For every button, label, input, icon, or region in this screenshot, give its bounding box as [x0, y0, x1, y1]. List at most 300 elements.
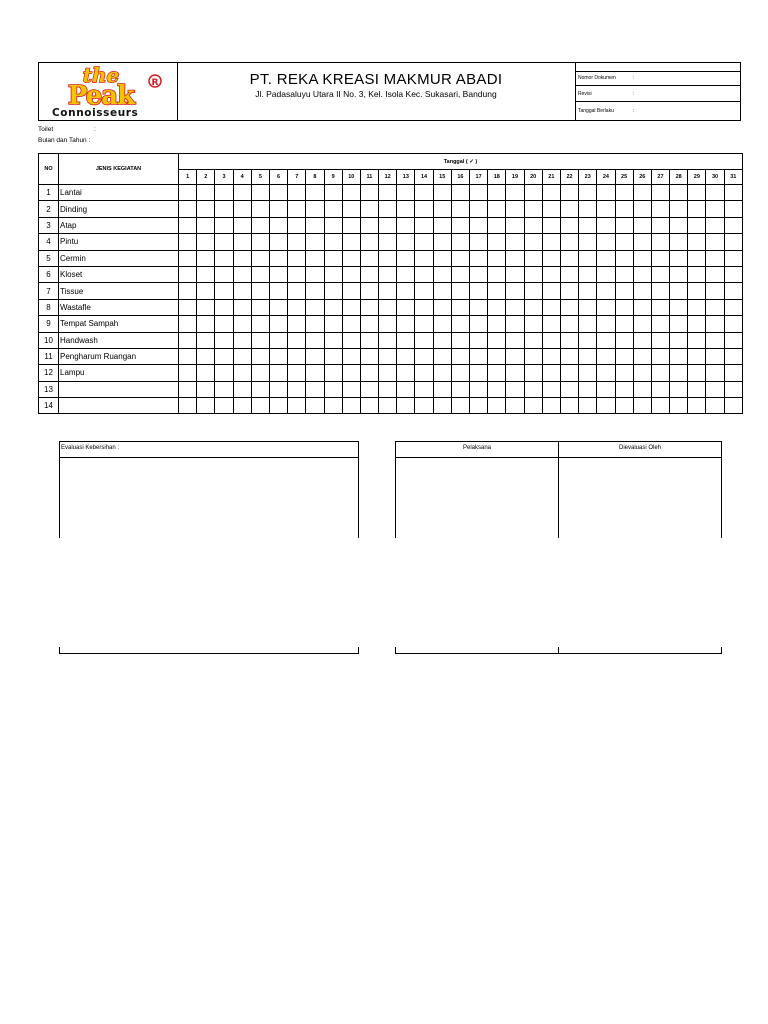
check-cell[interactable] [670, 250, 688, 266]
check-cell[interactable] [597, 381, 615, 397]
check-cell[interactable] [215, 299, 233, 315]
check-cell[interactable] [306, 348, 324, 364]
check-cell[interactable] [670, 201, 688, 217]
check-cell[interactable] [670, 234, 688, 250]
check-cell[interactable] [488, 381, 506, 397]
check-cell[interactable] [724, 283, 742, 299]
check-cell[interactable] [251, 234, 269, 250]
check-cell[interactable] [651, 185, 669, 201]
check-cell[interactable] [579, 234, 597, 250]
check-cell[interactable] [233, 381, 251, 397]
check-cell[interactable] [633, 348, 651, 364]
check-cell[interactable] [651, 316, 669, 332]
check-cell[interactable] [542, 365, 560, 381]
check-cell[interactable] [579, 381, 597, 397]
check-cell[interactable] [451, 217, 469, 233]
check-cell[interactable] [179, 185, 197, 201]
check-cell[interactable] [651, 266, 669, 282]
check-cell[interactable] [179, 299, 197, 315]
check-cell[interactable] [179, 266, 197, 282]
check-cell[interactable] [360, 185, 378, 201]
check-cell[interactable] [615, 185, 633, 201]
check-cell[interactable] [615, 381, 633, 397]
check-cell[interactable] [451, 283, 469, 299]
check-cell[interactable] [233, 217, 251, 233]
check-cell[interactable] [397, 201, 415, 217]
check-cell[interactable] [288, 365, 306, 381]
check-cell[interactable] [233, 348, 251, 364]
check-cell[interactable] [306, 381, 324, 397]
check-cell[interactable] [560, 299, 578, 315]
check-cell[interactable] [215, 217, 233, 233]
check-cell[interactable] [306, 283, 324, 299]
check-cell[interactable] [197, 365, 215, 381]
check-cell[interactable] [397, 283, 415, 299]
check-cell[interactable] [506, 332, 524, 348]
check-cell[interactable] [215, 185, 233, 201]
check-cell[interactable] [233, 283, 251, 299]
check-cell[interactable] [397, 250, 415, 266]
check-cell[interactable] [306, 234, 324, 250]
check-cell[interactable] [269, 217, 287, 233]
check-cell[interactable] [524, 381, 542, 397]
check-cell[interactable] [542, 348, 560, 364]
check-cell[interactable] [560, 381, 578, 397]
check-cell[interactable] [324, 283, 342, 299]
check-cell[interactable] [633, 398, 651, 414]
check-cell[interactable] [324, 217, 342, 233]
check-cell[interactable] [251, 332, 269, 348]
check-cell[interactable] [579, 348, 597, 364]
check-cell[interactable] [433, 398, 451, 414]
check-cell[interactable] [488, 185, 506, 201]
check-cell[interactable] [197, 283, 215, 299]
check-cell[interactable] [615, 316, 633, 332]
check-cell[interactable] [197, 316, 215, 332]
check-cell[interactable] [560, 217, 578, 233]
check-cell[interactable] [197, 332, 215, 348]
check-cell[interactable] [651, 381, 669, 397]
check-cell[interactable] [470, 201, 488, 217]
check-cell[interactable] [470, 283, 488, 299]
check-cell[interactable] [597, 348, 615, 364]
check-cell[interactable] [724, 316, 742, 332]
check-cell[interactable] [470, 365, 488, 381]
check-cell[interactable] [197, 185, 215, 201]
check-cell[interactable] [233, 398, 251, 414]
check-cell[interactable] [415, 299, 433, 315]
check-cell[interactable] [251, 316, 269, 332]
check-cell[interactable] [597, 185, 615, 201]
check-cell[interactable] [488, 365, 506, 381]
check-cell[interactable] [251, 266, 269, 282]
check-cell[interactable] [397, 365, 415, 381]
check-cell[interactable] [542, 201, 560, 217]
check-cell[interactable] [233, 266, 251, 282]
check-cell[interactable] [233, 332, 251, 348]
check-cell[interactable] [470, 185, 488, 201]
check-cell[interactable] [615, 217, 633, 233]
check-cell[interactable] [379, 234, 397, 250]
check-cell[interactable] [560, 250, 578, 266]
check-cell[interactable] [433, 217, 451, 233]
check-cell[interactable] [233, 250, 251, 266]
check-cell[interactable] [633, 365, 651, 381]
check-cell[interactable] [379, 398, 397, 414]
check-cell[interactable] [615, 250, 633, 266]
check-cell[interactable] [706, 398, 724, 414]
check-cell[interactable] [542, 234, 560, 250]
check-cell[interactable] [706, 234, 724, 250]
check-cell[interactable] [342, 234, 360, 250]
check-cell[interactable] [415, 365, 433, 381]
check-cell[interactable] [269, 365, 287, 381]
check-cell[interactable] [506, 201, 524, 217]
check-cell[interactable] [706, 250, 724, 266]
check-cell[interactable] [342, 217, 360, 233]
check-cell[interactable] [306, 316, 324, 332]
check-cell[interactable] [433, 332, 451, 348]
check-cell[interactable] [542, 381, 560, 397]
check-cell[interactable] [433, 316, 451, 332]
check-cell[interactable] [360, 234, 378, 250]
check-cell[interactable] [560, 316, 578, 332]
check-cell[interactable] [342, 398, 360, 414]
check-cell[interactable] [615, 201, 633, 217]
check-cell[interactable] [633, 217, 651, 233]
check-cell[interactable] [324, 398, 342, 414]
check-cell[interactable] [215, 381, 233, 397]
check-cell[interactable] [651, 250, 669, 266]
check-cell[interactable] [342, 348, 360, 364]
check-cell[interactable] [342, 283, 360, 299]
check-cell[interactable] [288, 299, 306, 315]
check-cell[interactable] [506, 316, 524, 332]
check-cell[interactable] [688, 234, 706, 250]
check-cell[interactable] [179, 316, 197, 332]
check-cell[interactable] [251, 201, 269, 217]
check-cell[interactable] [451, 185, 469, 201]
check-cell[interactable] [524, 250, 542, 266]
check-cell[interactable] [524, 365, 542, 381]
check-cell[interactable] [542, 316, 560, 332]
check-cell[interactable] [506, 266, 524, 282]
check-cell[interactable] [615, 365, 633, 381]
check-cell[interactable] [179, 398, 197, 414]
check-cell[interactable] [633, 234, 651, 250]
check-cell[interactable] [506, 365, 524, 381]
check-cell[interactable] [451, 250, 469, 266]
check-cell[interactable] [179, 348, 197, 364]
check-cell[interactable] [488, 234, 506, 250]
check-cell[interactable] [451, 398, 469, 414]
check-cell[interactable] [233, 201, 251, 217]
check-cell[interactable] [179, 234, 197, 250]
check-cell[interactable] [470, 332, 488, 348]
check-cell[interactable] [724, 217, 742, 233]
check-cell[interactable] [706, 217, 724, 233]
check-cell[interactable] [215, 250, 233, 266]
check-cell[interactable] [579, 316, 597, 332]
check-cell[interactable] [560, 283, 578, 299]
check-cell[interactable] [269, 250, 287, 266]
check-cell[interactable] [251, 185, 269, 201]
check-cell[interactable] [397, 299, 415, 315]
check-cell[interactable] [324, 185, 342, 201]
check-cell[interactable] [269, 185, 287, 201]
check-cell[interactable] [342, 185, 360, 201]
check-cell[interactable] [342, 250, 360, 266]
check-cell[interactable] [651, 234, 669, 250]
check-cell[interactable] [706, 381, 724, 397]
check-cell[interactable] [470, 348, 488, 364]
check-cell[interactable] [597, 316, 615, 332]
check-cell[interactable] [360, 332, 378, 348]
check-cell[interactable] [597, 217, 615, 233]
check-cell[interactable] [233, 185, 251, 201]
check-cell[interactable] [524, 398, 542, 414]
check-cell[interactable] [542, 217, 560, 233]
check-cell[interactable] [560, 365, 578, 381]
check-cell[interactable] [433, 365, 451, 381]
check-cell[interactable] [379, 381, 397, 397]
check-cell[interactable] [288, 283, 306, 299]
check-cell[interactable] [488, 332, 506, 348]
check-cell[interactable] [470, 316, 488, 332]
check-cell[interactable] [360, 250, 378, 266]
check-cell[interactable] [215, 365, 233, 381]
check-cell[interactable] [524, 185, 542, 201]
check-cell[interactable] [615, 266, 633, 282]
check-cell[interactable] [379, 332, 397, 348]
check-cell[interactable] [597, 332, 615, 348]
check-cell[interactable] [251, 381, 269, 397]
check-cell[interactable] [615, 332, 633, 348]
check-cell[interactable] [324, 316, 342, 332]
check-cell[interactable] [233, 316, 251, 332]
check-cell[interactable] [560, 266, 578, 282]
check-cell[interactable] [379, 299, 397, 315]
check-cell[interactable] [324, 299, 342, 315]
check-cell[interactable] [579, 266, 597, 282]
check-cell[interactable] [579, 398, 597, 414]
check-cell[interactable] [379, 348, 397, 364]
check-cell[interactable] [542, 283, 560, 299]
check-cell[interactable] [197, 348, 215, 364]
check-cell[interactable] [506, 217, 524, 233]
check-cell[interactable] [524, 332, 542, 348]
check-cell[interactable] [633, 250, 651, 266]
check-cell[interactable] [360, 316, 378, 332]
check-cell[interactable] [506, 185, 524, 201]
check-cell[interactable] [215, 316, 233, 332]
check-cell[interactable] [542, 250, 560, 266]
check-cell[interactable] [433, 299, 451, 315]
check-cell[interactable] [506, 348, 524, 364]
check-cell[interactable] [360, 365, 378, 381]
check-cell[interactable] [397, 348, 415, 364]
check-cell[interactable] [670, 185, 688, 201]
check-cell[interactable] [215, 348, 233, 364]
check-cell[interactable] [542, 266, 560, 282]
check-cell[interactable] [597, 365, 615, 381]
check-cell[interactable] [524, 234, 542, 250]
check-cell[interactable] [360, 283, 378, 299]
check-cell[interactable] [560, 234, 578, 250]
check-cell[interactable] [670, 316, 688, 332]
check-cell[interactable] [179, 217, 197, 233]
check-cell[interactable] [706, 201, 724, 217]
check-cell[interactable] [560, 348, 578, 364]
check-cell[interactable] [415, 316, 433, 332]
check-cell[interactable] [724, 266, 742, 282]
check-cell[interactable] [724, 185, 742, 201]
check-cell[interactable] [342, 266, 360, 282]
check-cell[interactable] [670, 365, 688, 381]
check-cell[interactable] [415, 234, 433, 250]
check-cell[interactable] [579, 185, 597, 201]
check-cell[interactable] [415, 201, 433, 217]
check-cell[interactable] [251, 283, 269, 299]
check-cell[interactable] [360, 398, 378, 414]
check-cell[interactable] [360, 201, 378, 217]
check-cell[interactable] [215, 201, 233, 217]
check-cell[interactable] [433, 381, 451, 397]
check-cell[interactable] [488, 299, 506, 315]
check-cell[interactable] [288, 316, 306, 332]
check-cell[interactable] [179, 250, 197, 266]
check-cell[interactable] [633, 381, 651, 397]
check-cell[interactable] [724, 381, 742, 397]
check-cell[interactable] [615, 348, 633, 364]
check-cell[interactable] [651, 217, 669, 233]
check-cell[interactable] [251, 398, 269, 414]
check-cell[interactable] [688, 348, 706, 364]
check-cell[interactable] [488, 283, 506, 299]
check-cell[interactable] [506, 398, 524, 414]
check-cell[interactable] [379, 217, 397, 233]
check-cell[interactable] [415, 283, 433, 299]
check-cell[interactable] [342, 381, 360, 397]
check-cell[interactable] [269, 201, 287, 217]
check-cell[interactable] [724, 201, 742, 217]
check-cell[interactable] [651, 299, 669, 315]
check-cell[interactable] [488, 266, 506, 282]
check-cell[interactable] [488, 316, 506, 332]
check-cell[interactable] [288, 250, 306, 266]
check-cell[interactable] [688, 201, 706, 217]
check-cell[interactable] [506, 381, 524, 397]
check-cell[interactable] [688, 266, 706, 282]
check-cell[interactable] [360, 217, 378, 233]
check-cell[interactable] [379, 250, 397, 266]
check-cell[interactable] [706, 365, 724, 381]
check-cell[interactable] [542, 299, 560, 315]
check-cell[interactable] [197, 381, 215, 397]
check-cell[interactable] [579, 283, 597, 299]
check-cell[interactable] [269, 348, 287, 364]
check-cell[interactable] [197, 299, 215, 315]
check-cell[interactable] [306, 185, 324, 201]
check-cell[interactable] [397, 185, 415, 201]
check-cell[interactable] [288, 266, 306, 282]
check-cell[interactable] [688, 299, 706, 315]
check-cell[interactable] [524, 283, 542, 299]
check-cell[interactable] [542, 398, 560, 414]
check-cell[interactable] [724, 398, 742, 414]
check-cell[interactable] [379, 201, 397, 217]
check-cell[interactable] [706, 266, 724, 282]
check-cell[interactable] [342, 316, 360, 332]
check-cell[interactable] [269, 299, 287, 315]
check-cell[interactable] [597, 299, 615, 315]
check-cell[interactable] [288, 185, 306, 201]
check-cell[interactable] [251, 217, 269, 233]
check-cell[interactable] [488, 217, 506, 233]
check-cell[interactable] [306, 365, 324, 381]
check-cell[interactable] [433, 266, 451, 282]
check-cell[interactable] [269, 266, 287, 282]
check-cell[interactable] [579, 332, 597, 348]
check-cell[interactable] [415, 266, 433, 282]
check-cell[interactable] [433, 283, 451, 299]
check-cell[interactable] [379, 266, 397, 282]
check-cell[interactable] [451, 299, 469, 315]
check-cell[interactable] [342, 201, 360, 217]
check-cell[interactable] [615, 398, 633, 414]
check-cell[interactable] [415, 185, 433, 201]
check-cell[interactable] [615, 234, 633, 250]
check-cell[interactable] [524, 348, 542, 364]
check-cell[interactable] [415, 250, 433, 266]
check-cell[interactable] [597, 250, 615, 266]
check-cell[interactable] [542, 332, 560, 348]
check-cell[interactable] [324, 266, 342, 282]
check-cell[interactable] [688, 381, 706, 397]
check-cell[interactable] [342, 365, 360, 381]
check-cell[interactable] [379, 185, 397, 201]
check-cell[interactable] [579, 365, 597, 381]
check-cell[interactable] [269, 283, 287, 299]
check-cell[interactable] [633, 283, 651, 299]
check-cell[interactable] [470, 266, 488, 282]
check-cell[interactable] [651, 365, 669, 381]
check-cell[interactable] [597, 266, 615, 282]
check-cell[interactable] [688, 185, 706, 201]
check-cell[interactable] [324, 201, 342, 217]
check-cell[interactable] [670, 266, 688, 282]
check-cell[interactable] [560, 185, 578, 201]
check-cell[interactable] [651, 283, 669, 299]
check-cell[interactable] [288, 234, 306, 250]
check-cell[interactable] [724, 299, 742, 315]
check-cell[interactable] [397, 332, 415, 348]
check-cell[interactable] [506, 299, 524, 315]
check-cell[interactable] [670, 398, 688, 414]
check-cell[interactable] [451, 332, 469, 348]
check-cell[interactable] [251, 348, 269, 364]
check-cell[interactable] [542, 185, 560, 201]
check-cell[interactable] [651, 348, 669, 364]
check-cell[interactable] [688, 332, 706, 348]
check-cell[interactable] [633, 316, 651, 332]
check-cell[interactable] [433, 250, 451, 266]
check-cell[interactable] [288, 201, 306, 217]
check-cell[interactable] [342, 332, 360, 348]
check-cell[interactable] [379, 316, 397, 332]
check-cell[interactable] [633, 201, 651, 217]
check-cell[interactable] [615, 299, 633, 315]
